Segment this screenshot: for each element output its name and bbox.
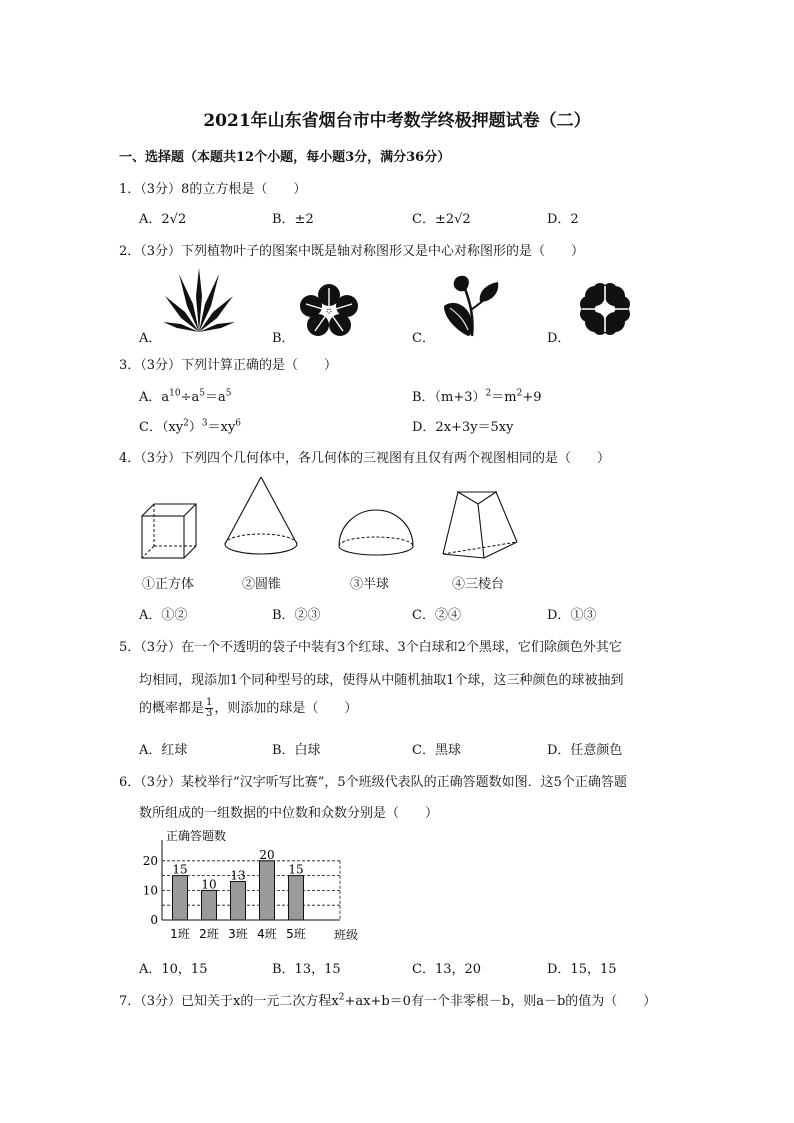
bar-chart — [130, 826, 380, 946]
page-title: 2021年山东省烟台市中考数学终极押题试卷（二） — [203, 111, 591, 131]
question-5-line-1: 5．（3分）在一个不透明的袋子中装有3个红球、3个白球和2个黑球，它们除颜色外其它 — [119, 640, 622, 655]
chart-bar — [202, 890, 217, 920]
chart-bar — [260, 861, 275, 920]
q2-option-c[interactable]: C． — [412, 331, 435, 346]
cube-figure — [138, 500, 200, 562]
cone-figure — [222, 474, 300, 562]
hemisphere-figure — [336, 506, 416, 562]
question-1-stem: 1．（3分）8的立方根是（ ） — [119, 182, 307, 197]
question-3-stem: 3．（3分）下列计算正确的是（ ） — [119, 358, 338, 373]
caption-frustum: ④三棱台 — [452, 577, 505, 592]
chart-y-tick-label: 20 — [142, 853, 158, 868]
q1-option-d[interactable]: D．2 — [547, 212, 579, 227]
q3-option-c[interactable]: C．$(xy^2)^3=xy^6$ — [139, 418, 242, 435]
question-6-line-2: 数所组成的一组数据的中位数和众数分别是（ ） — [139, 806, 439, 821]
q4-option-a[interactable]: A．①② — [139, 608, 188, 623]
q5-option-c[interactable]: C．黑球 — [412, 743, 461, 758]
chart-y-tick-label: 10 — [142, 883, 158, 898]
chart-data-label: 10 — [201, 877, 217, 892]
chart-x-tick-label: 3班 — [228, 927, 248, 941]
q4-option-b[interactable]: B．②③ — [272, 608, 321, 623]
chart-bar — [289, 876, 304, 920]
chart-data-label: 15 — [288, 862, 304, 877]
question-5-line-2: 均相同，现添加1个同种型号的球，使得从中随机抽取1个球，这三种颜色的球被抽到 — [139, 673, 624, 688]
q2-option-d[interactable]: D． — [547, 331, 571, 346]
caption-cone: ②圆锥 — [242, 577, 282, 592]
chart-x-tick-label: 5班 — [286, 927, 306, 941]
chart-x-tick-label: 2班 — [199, 927, 219, 941]
chart-bar — [231, 882, 246, 920]
chart-y-tick-label: 0 — [150, 913, 158, 927]
flower-b-figure — [300, 284, 358, 336]
chart-y-axis-label: 正确答题数 — [166, 829, 227, 843]
clover-d-figure — [578, 282, 632, 336]
q6-option-d[interactable]: D．15，15 — [547, 962, 617, 977]
q4-option-c[interactable]: C．②④ — [412, 608, 461, 623]
question-6-line-1: 6．（3分）某校举行“汉字听写比赛”，5个班级代表队的正确答题数如图．这5个正确答题 — [119, 775, 627, 790]
q2-option-b[interactable]: B． — [272, 331, 295, 346]
q5-option-d[interactable]: D．任意颜色 — [547, 743, 623, 758]
caption-cube: ①正方体 — [142, 577, 195, 592]
q5-option-b[interactable]: B．白球 — [272, 743, 321, 758]
question-5-line-3: 的概率都是 $\frac{1}{3}$ ，则添加的球是（ ） — [139, 697, 358, 719]
q6-option-b[interactable]: B．13，15 — [272, 962, 341, 977]
q3-option-a[interactable]: A．$a^{10}\div a^5=a^5$ — [139, 388, 232, 405]
caption-hemisphere: ③半球 — [350, 577, 390, 592]
chart-data-label: 13 — [230, 868, 246, 883]
q4-option-d[interactable]: D．①③ — [547, 608, 597, 623]
question-2-stem: 2．（3分）下列植物叶子的图案中既是轴对称图形又是中心对称图形的是（ ） — [119, 244, 585, 259]
q3-option-b[interactable]: B．$(m+3)^2=m^2+9$ — [412, 388, 542, 405]
leaf-a-figure — [163, 266, 235, 336]
chart-bar — [173, 876, 188, 920]
question-7-stem: 7．（3分）已知关于x的一元二次方程$x^2+ax+b=0$有一个非零根－b，则a－b的值为（ ） — [119, 992, 657, 1009]
q2-option-a[interactable]: A． — [139, 331, 162, 346]
question-4-stem: 4．（3分）下列四个几何体中，各几何体的三视图有且仅有两个视图相同的是（ ） — [119, 451, 611, 466]
q6-option-a[interactable]: A．10，15 — [139, 962, 208, 977]
q3-option-d[interactable]: D．2x+3y＝5xy — [412, 420, 514, 435]
q6-option-c[interactable]: C．13，20 — [412, 962, 482, 977]
chart-data-label: 15 — [172, 862, 188, 877]
q1-option-b[interactable]: B．±2 — [272, 212, 314, 227]
fraction-one-third: $\frac{1}{3}$ — [206, 697, 213, 719]
section-heading: 一、选择题（本题共12个小题，每小题3分，满分36分） — [119, 150, 451, 165]
q5-option-a[interactable]: A．红球 — [139, 743, 188, 758]
frustum-figure — [440, 488, 520, 562]
chart-x-tick-label: 4班 — [257, 927, 277, 941]
q1-option-c[interactable]: C．±2√2 — [412, 212, 471, 227]
chart-x-tick-label: 1班 — [170, 927, 190, 941]
leaves-c-figure — [440, 272, 504, 338]
chart-data-label: 20 — [259, 847, 275, 862]
chart-x-axis-label: 班级 — [334, 928, 359, 942]
q1-option-a[interactable]: A．2√2 — [139, 212, 187, 227]
